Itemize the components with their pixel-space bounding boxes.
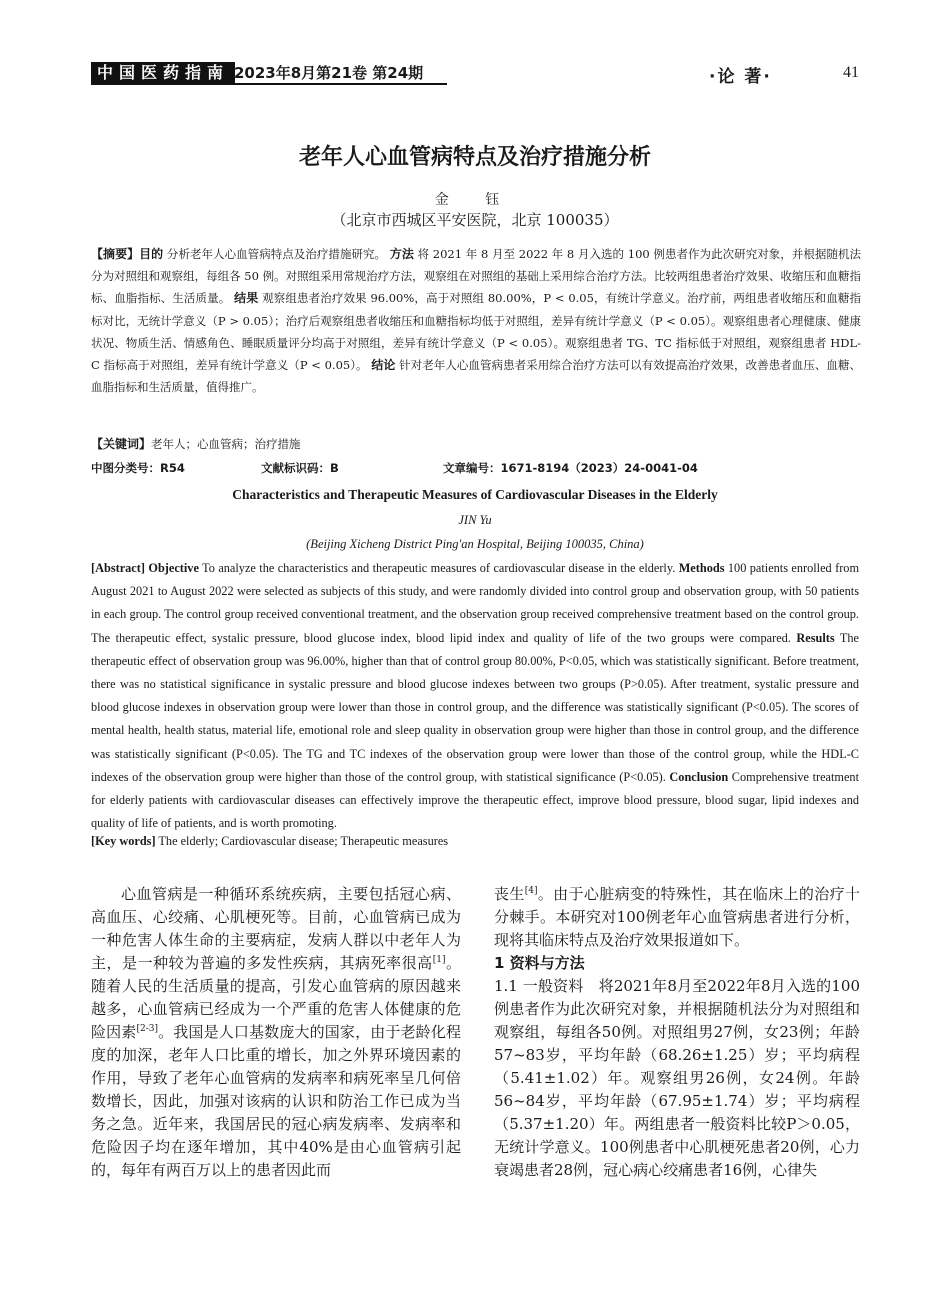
- affiliation: （北京市西城区平安医院，北京 100035）: [331, 211, 619, 229]
- keywords-en: [91, 834, 448, 849]
- body-text: 丧生: [494, 885, 525, 903]
- en-methods-label: Methods: [678, 561, 725, 575]
- abstract-label: 【摘要】: [91, 247, 140, 261]
- body-paragraph: [494, 883, 860, 952]
- methods-text: 将 2021 年 8 月至 2022 年 8 月入选的 100 例患者作为此次研究对象，并根据随机法分为对照组和观察组，每组各 50 例。对照组采用常规治疗方法，观察组在对照组的基础上采用综合治疗方法。比较两组患者治疗效果、收缩压和血糖指标、血脂指标、生活质量。: [91, 247, 862, 306]
- body-text: 。随着人民的生活质量的提高，引发心血管病的原因越来越多，心血管病已经成为一个严重的危害人体健康的危险因素: [91, 954, 461, 1041]
- body-paragraph: [91, 883, 461, 1182]
- objective-text: 分析老年人心血管病特点及治疗措施研究。: [166, 247, 387, 261]
- english-author: JIN Yu: [458, 513, 492, 527]
- english-title: Characteristics and Therapeutic Measures of Cardiovascular Diseases in the Elderly: [232, 487, 718, 502]
- body-column-right: [494, 883, 860, 1182]
- en-results-label: Results: [796, 630, 835, 645]
- results-label: 结果: [234, 291, 259, 306]
- keywords-cn: [91, 435, 301, 452]
- section-heading: 1 资料与方法: [494, 954, 585, 972]
- article-title: 老年人心血管病特点及治疗措施分析: [298, 145, 651, 170]
- page-number: 41: [843, 64, 859, 81]
- section-label: ·论 著·: [709, 67, 772, 87]
- body-paragraph: 1.1 一般资料 将2021年8月至2022年8月入选的100例患者作为此次研究对象，并根据随机法分为对照组和观察组，每组各50例。对照组男27例，女23例；年龄57~83岁，平均年龄（68.26±1.25）岁；平均病程（5.41±1.02）年。观察组男26例，女24例。年龄56~84岁，平均年龄（67.95±1.74）岁；平均病程（5.37±1.20）年。两组患者一般资料比较P＞0.05，无统计学意义。100例患者中心肌梗死患者20例，心力衰竭患者28例，冠心病心绞痛患者16例，心律失: [494, 977, 860, 1179]
- journal-name: 中国医药指南: [91, 62, 235, 84]
- conclusion-text: 针对老年人心血管病患者采用综合治疗方法可以有效提高治疗效果，改善患者血压、血糖、血脂指标和生活质量，值得推广。: [91, 358, 862, 395]
- keywords-label: 【关键词】: [91, 437, 152, 451]
- english-affiliation: (Beijing Xicheng District Ping'an Hospital, Beijing 100035, China): [306, 537, 644, 551]
- body-text: 。由于心脏病变的特殊性，其在临床上的治疗十分棘手。本研究对100例老年心血管病患者进行分析，现将其临床特点及治疗效果报道如下。: [494, 885, 860, 949]
- issue-info: 2023年8月第21卷 第24期: [234, 64, 424, 82]
- en-keywords-label: [Key words]: [91, 834, 156, 848]
- en-results-text: The therapeutic effect of observation group was 96.00%, higher than that of control group 80.00%, P<0.05, which was statistically significant. Before treatment, there was no statistical significance in systalic pressure and blood glucose indexes between two groups (P>0.05). After treatment, systalic pressure and blood glucose indexes in observation group were lower than those in control group, and the difference was statistically significant (P<0.05). The scores of mental health, health status, material life, emotional role and sleep quality in observation group were higher than those in control group, and the difference was statistically significant (P<0.05). The TG and TC indexes of the observation group were lower than those of the control group, while the HDL-C indexes of the observation group were higher than those of the control group, with statistical significance (P<0.05).: [91, 630, 859, 784]
- en-objective-text: To analyze the characteristics and therapeutic measures of cardiovascular disease in the elderly.: [202, 561, 676, 575]
- citation: [1]: [432, 955, 446, 965]
- citation: [2-3]: [136, 1024, 158, 1034]
- en-conclusion-text: Comprehensive treatment for elderly patients with cardiovascular diseases can effectively improve the therapeutic effect, improve blood pressure, blood sugar, lipid indexes and quality of life of patients, and is worth promoting.: [91, 769, 859, 831]
- en-objective-label: Objective: [148, 561, 199, 575]
- keywords-text: 老年人；心血管病；治疗措施: [151, 437, 301, 451]
- en-keywords-text: The elderly; Cardiovascular disease; Therapeutic measures: [158, 834, 449, 848]
- en-methods-text: 100 patients enrolled from August 2021 to August 2022 were selected as subjects of this study, and were randomly divided into control group and observation group, with 50 patients in each group. The control group received conventional treatment, and the observation group received comprehensive treatment based on the control group. The therapeutic effect, systalic pressure, blood glucose index, blood lipid index and quality of life of the two groups were compared.: [91, 561, 860, 645]
- en-abstract-label: [Abstract]: [91, 561, 145, 575]
- conclusion-label: 结论: [371, 358, 396, 373]
- citation: [4]: [524, 886, 538, 896]
- body-text: 。我国是人口基数庞大的国家，由于老龄化程度的加深，老年人口比重的增长，加之外界环境因素的作用，导致了老年心血管病的发病率和病死率呈几何倍数增长，因此，加强对该病的认识和防治工作已成为当务之急。近年来，我国居民的冠心病发病率、发病率和危险因子均在逐年增加，其中40%是由心血管病引起的，每年有两百万以上的患者因此而: [91, 1023, 461, 1179]
- results-text: 观察组患者治疗效果 96.00%，高于对照组 80.00%，P < 0.05，有统计学意义。治疗前，两组患者收缩压和血糖指标对比，无统计学意义（P > 0.05）；治疗后观察组患者收缩压和血糖指标均低于对照组，差异有统计学意义（P < 0.05）。观察组患者心理健康、健康状况、物质生活、情感角色、睡眠质量评分均高于对照组，差异有统计学意义（P < 0.05）。观察组患者 TG、TC 指标低于对照组，观察组患者 HDL-C 指标高于对照组，差异有统计学意义（P < 0.05）。: [91, 291, 862, 373]
- abstract-en: [91, 557, 859, 835]
- body-text: 心血管病是一种循环系统疾病，主要包括冠心病、高血压、心绞痛、心肌梗死等。目前，心血管病已成为一种危害人体生命的主要病症，发病人群以中老年人为主，是一种较为普遍的多发性疾病，其病死率很高: [91, 885, 461, 972]
- clc-number: 中图分类号：R54: [91, 461, 185, 475]
- header-rule: [91, 83, 447, 85]
- article-number: 文章编号：1671-8194（2023）24-0041-04: [443, 461, 698, 475]
- abstract-cn: [91, 243, 861, 398]
- objective-label: 目的: [139, 247, 164, 261]
- author: 金 钰: [434, 192, 516, 208]
- doc-code: 文献标识码：B: [261, 461, 339, 475]
- body-column-left: [91, 883, 461, 1182]
- en-conclusion-label: Conclusion: [669, 769, 729, 784]
- methods-label: 方法: [389, 247, 414, 261]
